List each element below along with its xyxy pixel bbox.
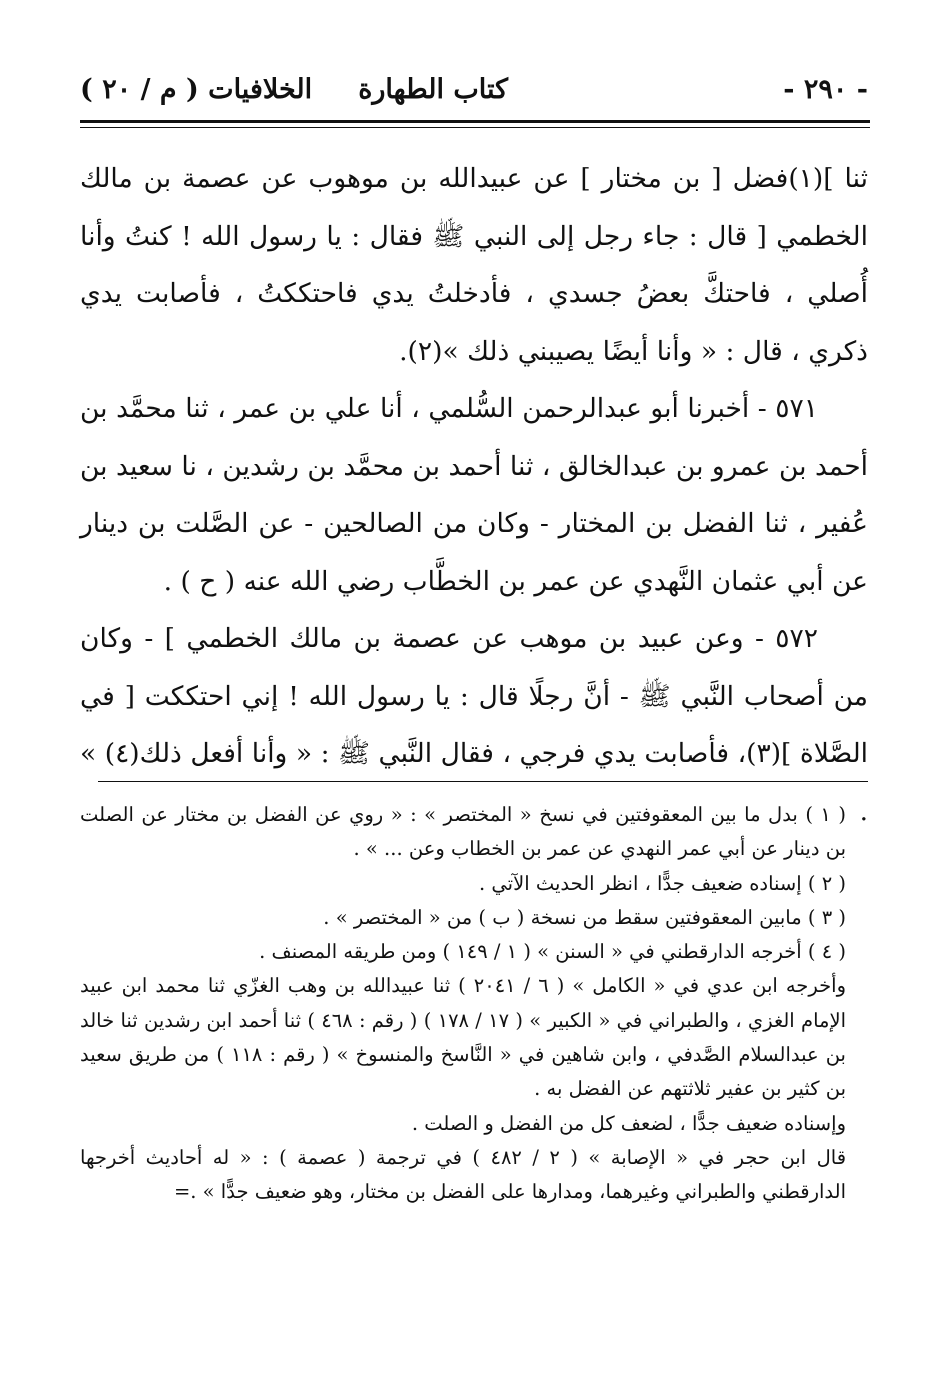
- paragraph-continuation: ثنا ](١)فضل [ بن مختار ] عن عبيدالله بن موهوب عن عصمة بن مالك الخطمي [ قال : جاء رجل إلى النبي ﷺ فقال : يا رسول الله ! كنتُ وأنا أُصلي ، فاحتكَّ بعضُ جسدي ، فأدخلتُ يدي فاحتككتُ ، فأصابت يدي ذكري ، قال : « وأنا أيضًا يصيبني ذلك »(٢).: [80, 163, 868, 367]
- series-title: الخلافيات ( م / ٢٠ ): [80, 74, 313, 105]
- header-rule-thin: [80, 127, 870, 128]
- footnote-2: ( ٢ ) إسناده ضعيف جدًّا ، انظر الحديث الآتي .: [479, 871, 846, 895]
- running-header: [80, 66, 868, 114]
- footnote-4-grading: وإسناده ضعيف جدًّا ، لضعف كل من الفضل و الصلت .: [411, 1111, 846, 1135]
- hadith-572: ٥٧٢ - وعن عبيد بن موهب عن عصمة بن مالك الخطمي ] - وكان من أصحاب النَّبي ﷺ - أنَّ رجلًا قال : يا رسول الله ! إني احتككت [ في الصَّلاة ](٣)، فأصابت يدي فرجي ، فقال النَّبي ﷺ : « وأنا أفعل ذلك(٤) » .: [80, 623, 869, 827]
- hadith-571: ٥٧١ - أخبرنا أبو عبدالرحمن السُّلمي ، أنا علي بن عمر ، ثنا محمَّد بن أحمد بن عمرو بن عبدالخالق ، ثنا أحمد بن محمَّد بن رشدين ، نا سعيد بن عُفير ، ثنا الفضل بن المختار - وكان من الصالحين - عن الصَّلت بن دينار عن أبي عثمان النَّهدي عن عمر بن الخطَّاب رضي الله عنه ( ح ) .: [80, 393, 868, 597]
- footnote-3: ( ٣ ) مابين المعقوفتين سقط من نسخة ( ب ) من « المختصر » .: [323, 905, 846, 929]
- main-text: [80, 150, 868, 840]
- footnote-separator: [98, 781, 868, 782]
- page-number: - ٢٩٠ -: [783, 74, 868, 105]
- book-title: كتاب الطهارة: [358, 74, 508, 105]
- footnote-1: ( ١ ) بدل ما بين المعقوفتين في نسخ « المختصر » : « روي عن الفضل بن مختار عن الصلت بن دينار عن أبي عمر النهدي عن عمر بن الخطاب وعن ... » .: [80, 803, 846, 861]
- header-rule-thick: [80, 120, 870, 123]
- footnotes: [80, 798, 868, 1210]
- footnote-4: ( ٤ ) أخرجه الدارقطني في « السنن » ( ١ / ١٤٩ ) ومن طريقه المصنف .: [259, 940, 846, 964]
- footnote-4-continued: وأخرجه ابن عدي في « الكامل » ( ٦ / ٢٠٤١ ) ثنا عبيدالله بن وهب الغزّي ثنا محمد ابن عبيد الإمام الغزي ، والطبراني في « الكبير » ( ١٧ / ١٧٨ ) ( رقم : ٤٦٨ ) ثنا أحمد ابن رشدين ثنا خالد بن عبدالسلام الصَّدفي ، وابن شاهين في « النَّاسخ والمنسوخ » ( رقم : ١١٨ ) من طريق سعيد بن كثير بن عفير ثلاثتهم عن الفضل به .: [80, 974, 846, 1101]
- footnote-4-ibn-hajar: قال ابن حجر في « الإصابة » ( ٢ / ٤٨٢ ) في ترجمة ( عصمة ) : « له أحاديث أخرجها الدارقطني والطبراني وغيرهما، ومدارها على الفضل بن مختار، وهو ضعيف جدًّا » .=: [80, 1145, 847, 1204]
